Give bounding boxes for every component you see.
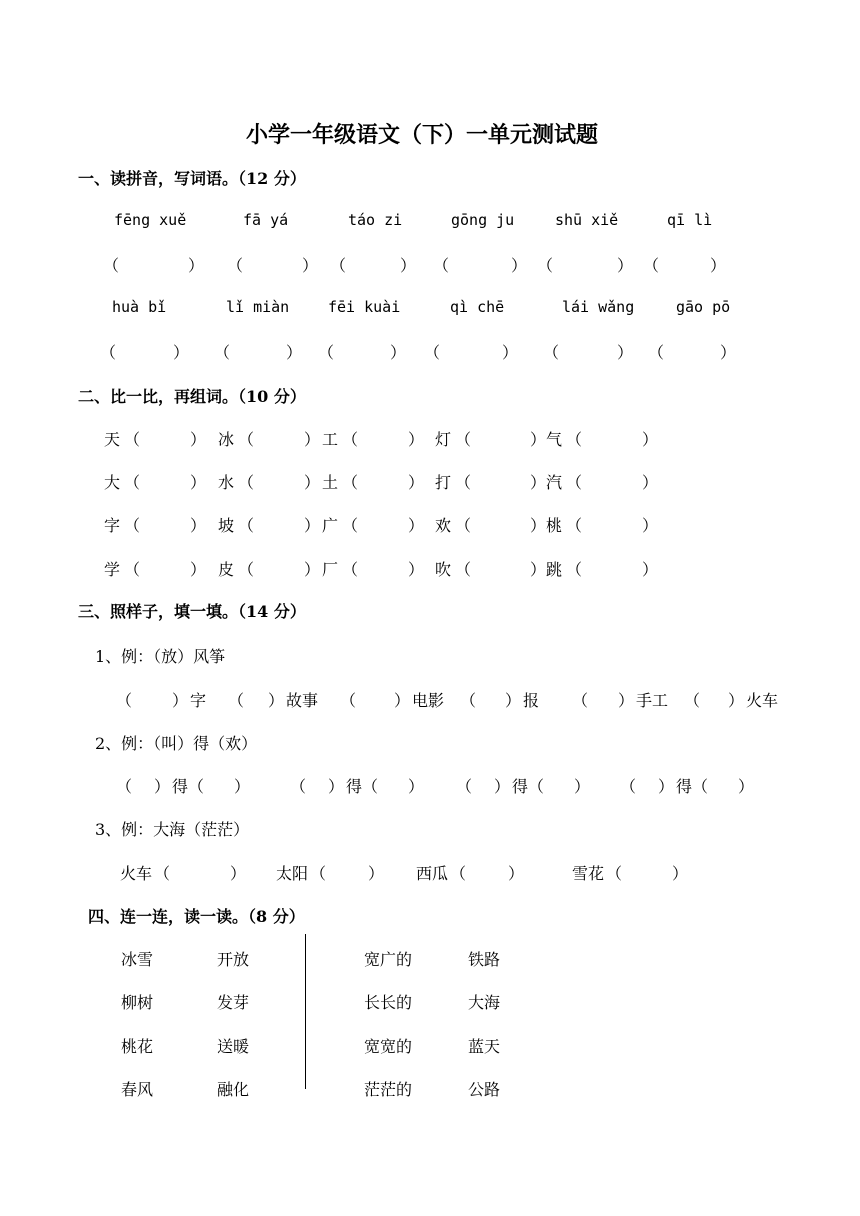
paren-open: （ [684,691,701,710]
paren-close: ） [720,343,737,362]
compare-char: 字 [104,516,121,535]
match-word: 桃花 [121,1037,154,1056]
paren-open: （ [566,560,583,579]
paren-close: ） [173,343,190,362]
paren-open: （ [455,560,472,579]
paren-open: （ [643,256,660,275]
pinyin-item: lǐ miàn [226,298,290,316]
paren-close: ） [618,691,635,710]
paren-open: （ [330,256,347,275]
match-word: 宽广的 [364,950,413,969]
page-title: 小学一年级语文（下）一单元测试题 [246,122,599,148]
paren-open: （ [648,343,665,362]
compare-char: 皮 [218,560,235,579]
example-1: 1、例：（放）风筝 [95,647,226,666]
pinyin-item: fēng xuě [114,211,187,229]
paren-open: （ [692,777,709,796]
compare-char: 土 [322,473,339,492]
paren-open: （ [124,516,141,535]
paren-close: ） [154,777,171,796]
paren-close: ） [408,516,425,535]
paren-close: ） [642,516,659,535]
paren-open: （ [342,560,359,579]
match-word: 铁路 [468,950,501,969]
paren-open: （ [566,473,583,492]
paren-open: （ [460,691,477,710]
paren-open: （ [124,430,141,449]
compare-char: 学 [104,560,121,579]
pinyin-item: qī lì [667,211,713,229]
match-word: 大海 [468,993,501,1012]
paren-open: （ [342,473,359,492]
paren-close: ） [188,256,205,275]
paren-open: （ [342,430,359,449]
compare-char: 跳 [546,560,563,579]
match-word: 春风 [121,1080,154,1099]
divider-line [305,934,306,1089]
match-word: 公路 [468,1080,501,1099]
paren-close: ） [408,777,425,796]
paren-close: ） [408,430,425,449]
pinyin-item: fā yá [243,211,289,229]
compare-char: 坡 [218,516,235,535]
fill-word: 报 [523,691,540,710]
paren-open: （ [340,691,357,710]
paren-open: （ [456,777,473,796]
paren-open: （ [528,777,545,796]
paren-close: ） [230,864,247,883]
fill-word: 电影 [412,691,445,710]
section-1-heading: 一、读拼音，写词语。（12 分） [78,169,306,188]
paren-close: ） [190,473,207,492]
paren-open: （ [188,777,205,796]
paren-close: ） [530,473,547,492]
match-word: 宽宽的 [364,1037,413,1056]
paren-open: （ [433,256,450,275]
de-char: 得 [676,777,693,796]
paren-close: ） [328,777,345,796]
paren-close: ） [304,473,321,492]
pinyin-item: shū xiě [555,211,619,229]
pinyin-item: huà bǐ [112,298,167,316]
match-word: 柳树 [121,993,154,1012]
match-word: 发芽 [217,993,250,1012]
paren-close: ） [738,777,755,796]
paren-open: （ [620,777,637,796]
paren-close: ） [530,516,547,535]
paren-close: ） [190,516,207,535]
paren-close: ） [658,777,675,796]
fill-word: 手工 [636,691,669,710]
paren-close: ） [304,430,321,449]
paren-open: （ [310,864,327,883]
paren-close: ） [728,691,745,710]
paren-close: ） [368,864,385,883]
paren-open: （ [238,473,255,492]
match-word: 融化 [217,1080,250,1099]
paren-open: （ [228,691,245,710]
paren-open: （ [450,864,467,883]
fill-word: 雪花 [572,864,605,883]
paren-close: ） [286,343,303,362]
compare-char: 桃 [546,516,563,535]
match-word: 长长的 [364,993,413,1012]
match-word: 开放 [217,950,250,969]
section-4-heading: 四、连一连，读一读。（8 分） [88,907,305,926]
paren-close: ） [530,560,547,579]
paren-close: ） [494,777,511,796]
paren-close: ） [400,256,417,275]
compare-char: 水 [218,473,235,492]
paren-open: （ [543,343,560,362]
paren-close: ） [390,343,407,362]
paren-close: ） [642,430,659,449]
paren-close: ） [508,864,525,883]
paren-open: （ [116,691,133,710]
paren-close: ） [511,256,528,275]
paren-close: ） [710,256,727,275]
paren-close: ） [304,516,321,535]
match-word: 冰雪 [121,950,154,969]
pinyin-item: fēi kuài [328,298,401,316]
pinyin-item: lái wǎng [562,298,635,316]
paren-open: （ [572,691,589,710]
paren-open: （ [124,560,141,579]
paren-open: （ [100,343,117,362]
paren-close: ） [394,691,411,710]
paren-open: （ [318,343,335,362]
fill-word: 故事 [286,691,319,710]
paren-close: ） [642,473,659,492]
paren-open: （ [455,473,472,492]
paren-close: ） [617,256,634,275]
paren-open: （ [537,256,554,275]
compare-char: 气 [546,430,563,449]
compare-char: 欢 [435,516,452,535]
de-char: 得 [512,777,529,796]
compare-char: 天 [104,430,121,449]
fill-word: 字 [190,691,207,710]
compare-char: 厂 [322,560,339,579]
paren-open: （ [566,516,583,535]
paren-open: （ [214,343,231,362]
paren-open: （ [290,777,307,796]
fill-word: 火车 [746,691,779,710]
paren-close: ） [408,560,425,579]
compare-char: 广 [322,516,339,535]
paren-close: ） [672,864,689,883]
paren-open: （ [342,516,359,535]
paren-close: ） [530,430,547,449]
pinyin-item: qì chē [450,298,505,316]
compare-char: 打 [435,473,452,492]
paren-close: ） [617,343,634,362]
de-char: 得 [346,777,363,796]
example-3: 3、例：大海（茫茫） [95,820,250,839]
paren-open: （ [566,430,583,449]
compare-char: 工 [322,430,339,449]
paren-close: ） [408,473,425,492]
paren-close: ） [574,777,591,796]
paren-open: （ [238,430,255,449]
paren-open: （ [362,777,379,796]
match-word: 蓝天 [468,1037,501,1056]
paren-close: ） [190,560,207,579]
pinyin-item: táo zi [348,211,403,229]
paren-close: ） [234,777,251,796]
compare-char: 汽 [546,473,563,492]
paren-close: ） [302,256,319,275]
pinyin-item: gōng ju [451,211,515,229]
paren-close: ） [268,691,285,710]
paren-open: （ [238,560,255,579]
fill-word: 西瓜 [416,864,449,883]
example-2: 2、例：（叫）得（欢） [95,734,258,753]
paren-close: ） [304,560,321,579]
compare-char: 吹 [435,560,452,579]
paren-open: （ [154,864,171,883]
paren-open: （ [227,256,244,275]
paren-open: （ [424,343,441,362]
section-3-heading: 三、照样子，填一填。（14 分） [78,602,306,621]
paren-close: ） [190,430,207,449]
fill-word: 太阳 [276,864,309,883]
compare-char: 大 [104,473,121,492]
paren-close: ） [172,691,189,710]
compare-char: 冰 [218,430,235,449]
match-word: 送暖 [217,1037,250,1056]
fill-word: 火车 [120,864,153,883]
de-char: 得 [172,777,189,796]
paren-open: （ [606,864,623,883]
paren-open: （ [103,256,120,275]
paren-open: （ [455,430,472,449]
section-2-heading: 二、比一比，再组词。（10 分） [78,387,306,406]
match-word: 茫茫的 [364,1080,413,1099]
paren-close: ） [505,691,522,710]
paren-open: （ [116,777,133,796]
pinyin-item: gāo pō [676,298,731,316]
paren-open: （ [238,516,255,535]
compare-char: 灯 [435,430,452,449]
paren-close: ） [642,560,659,579]
paren-open: （ [124,473,141,492]
paren-close: ） [502,343,519,362]
paren-open: （ [455,516,472,535]
